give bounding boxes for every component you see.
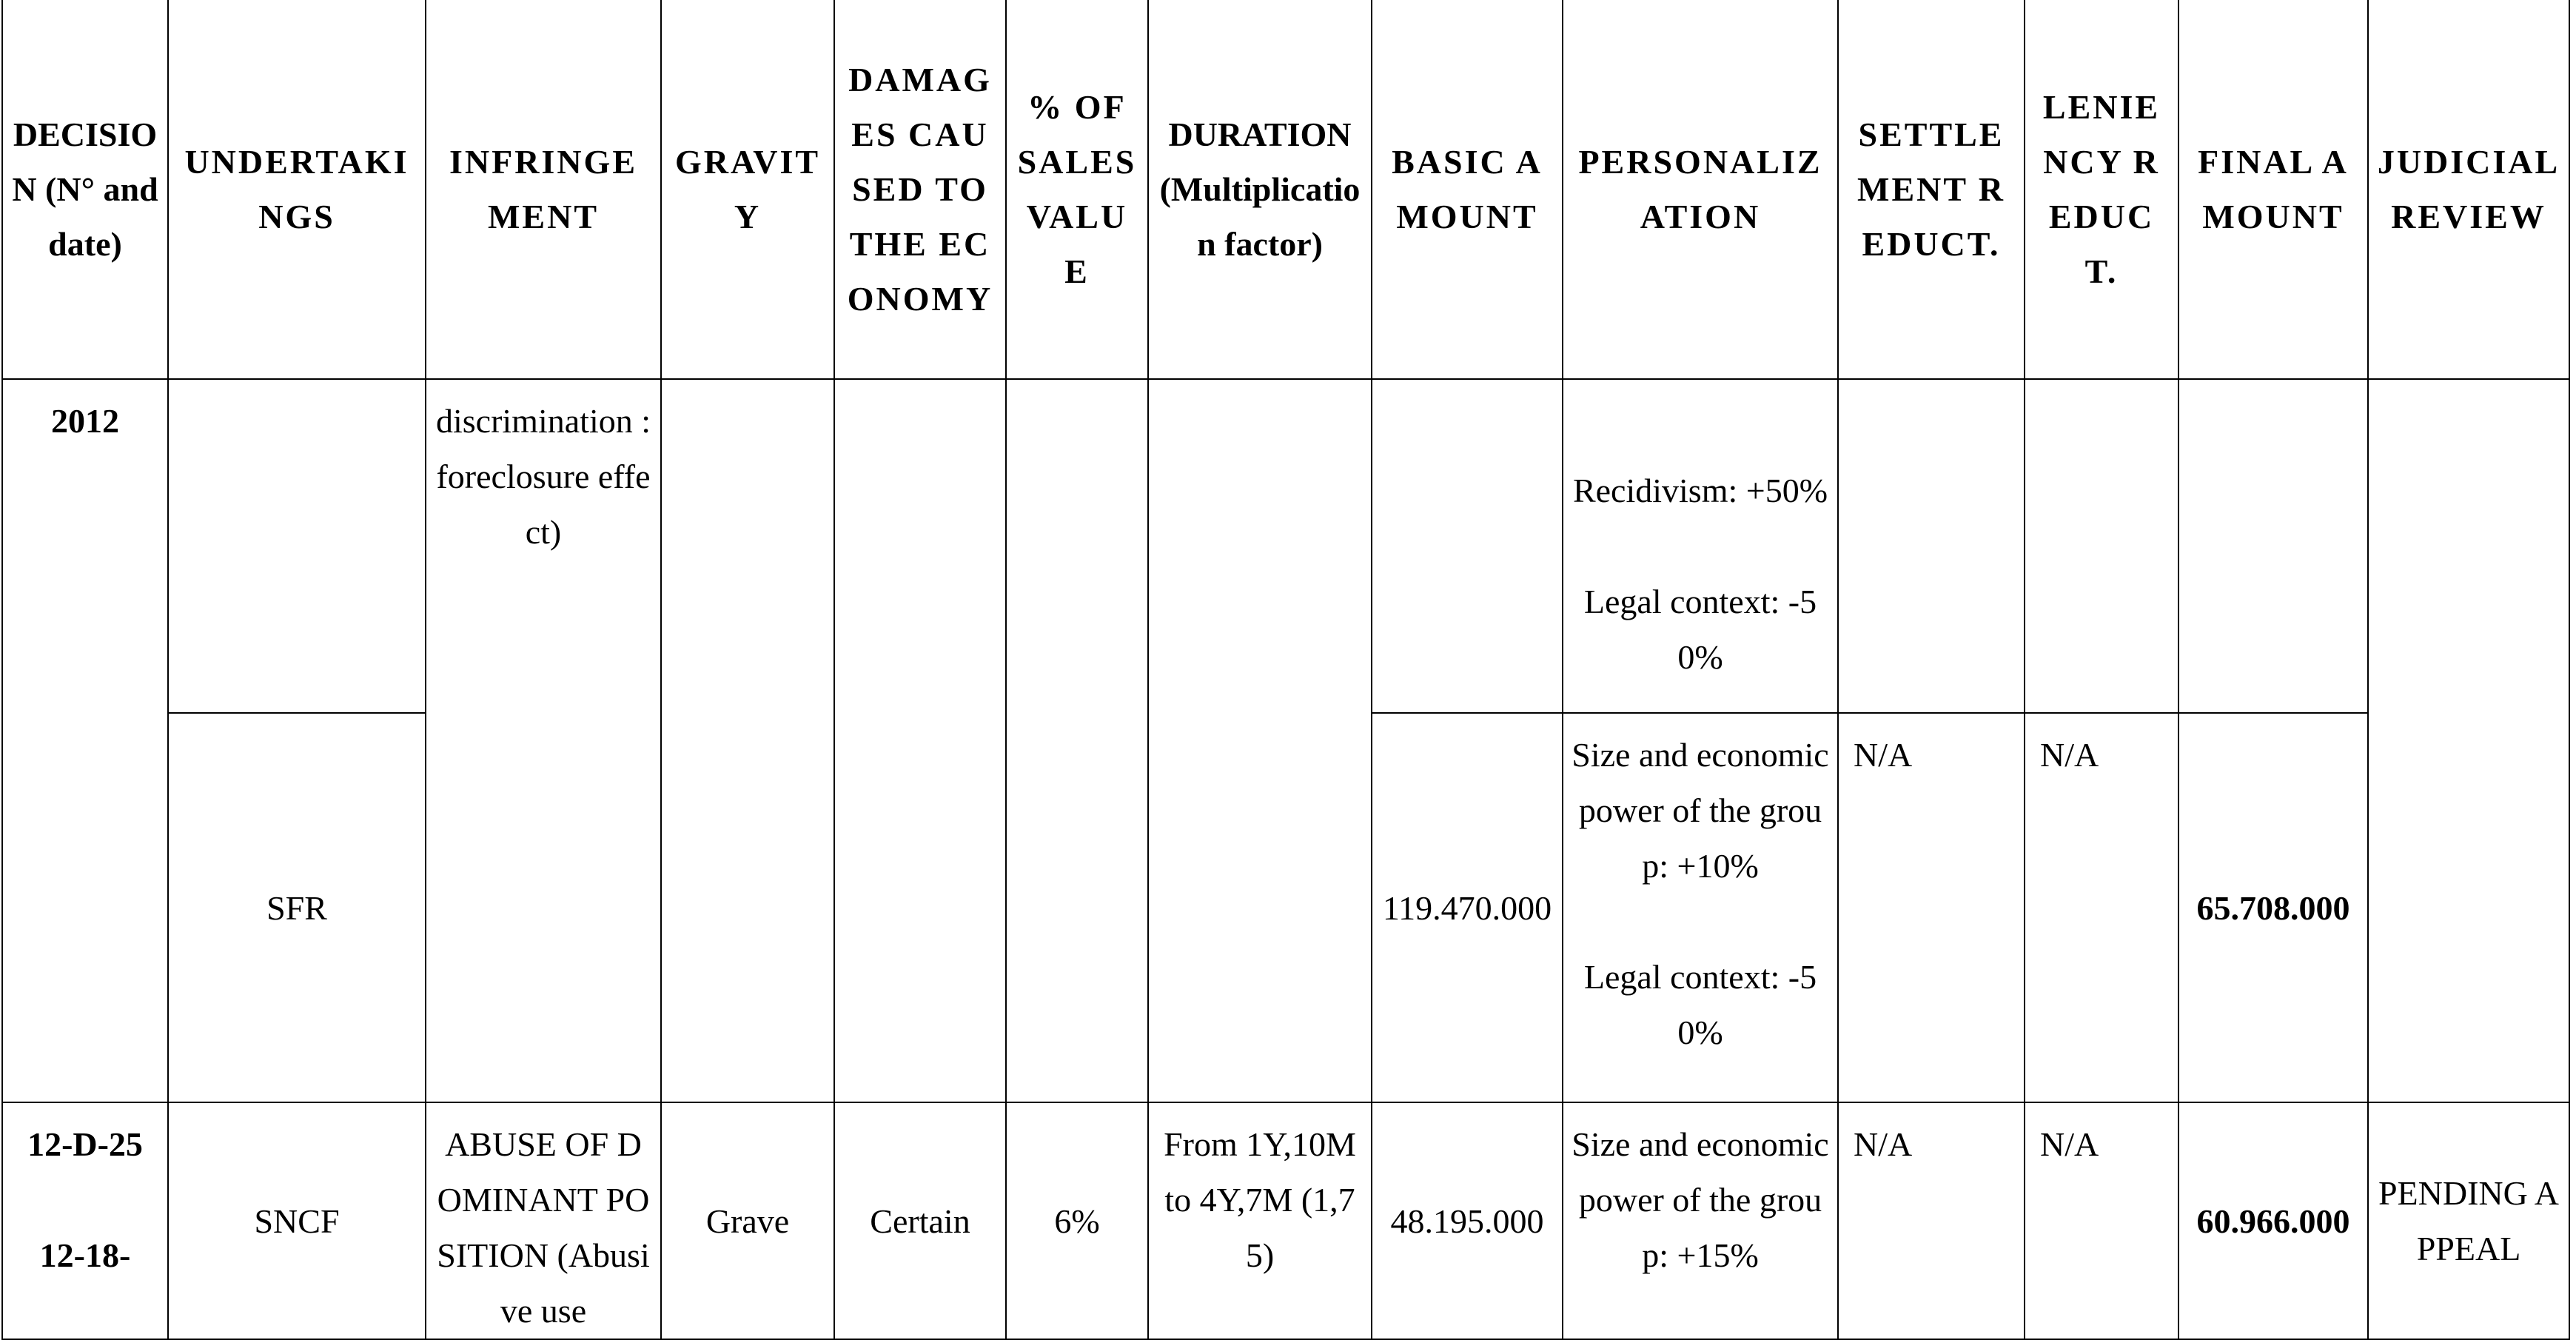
header-infringement: INFRINGEMENT [426, 0, 661, 379]
basic-amount-cell: 48.195.000 [1372, 1102, 1563, 1339]
header-undertakings: UNDERTAKINGS [168, 0, 426, 379]
table-row [2, 379, 2569, 713]
final-amount-cell [2178, 379, 2368, 713]
header-judicial-review: JUDICIAL REVIEW [2368, 0, 2569, 379]
decision-cell [2, 1102, 168, 1339]
undertaking-cell [168, 379, 426, 713]
header-duration: DURATION (Multiplication factor) [1148, 0, 1372, 379]
table-row [2, 1102, 2569, 1339]
header-gravity: GRAVITY [661, 0, 834, 379]
header-decision: DECISION (N° and date) [2, 0, 168, 379]
undertaking-cell: SNCF [168, 1102, 426, 1339]
sales-value-cell [1006, 379, 1148, 1102]
damages-cell: Certain [834, 1102, 1006, 1339]
header-basic-amount: BASIC AMOUNT [1372, 0, 1563, 379]
personalization-line: Legal context: -50% [1583, 583, 1817, 676]
leniency-cell: N/A [2025, 1102, 2178, 1339]
gravity-cell [661, 379, 834, 1102]
header-leniency: LENIENCY REDUCT. [2025, 0, 2178, 379]
header-sales-value: % OF SALES VALUE [1006, 0, 1148, 379]
leniency-cell [2025, 379, 2178, 713]
basic-amount-cell: 119.470.000 [1372, 713, 1563, 1102]
judicial-review-cell: PENDING APPEAL [2368, 1102, 2569, 1339]
final-amount-cell: 65.708.000 [2178, 713, 2368, 1102]
header-final-amount: FINAL AMOUNT [2178, 0, 2368, 379]
personalization-line: Legal context: -50% [1583, 958, 1817, 1051]
header-row [2, 0, 2569, 379]
basic-amount-cell [1372, 379, 1563, 713]
personalization-cell [1563, 713, 1838, 1102]
final-amount-cell: 60.966.000 [2178, 1102, 2368, 1339]
decision-number: 12-D-25 [27, 1125, 143, 1163]
header-personalization: PERSONALIZATION [1563, 0, 1838, 379]
personalization-line: Recidivism: +50% [1572, 472, 1828, 509]
settlement-cell [1838, 379, 2025, 713]
judicial-review-cell [2368, 379, 2569, 1102]
infringement-cell: discrimination : foreclosure effect) [426, 379, 661, 1102]
personalization-cell: Size and economic power of the group: +15% [1563, 1102, 1838, 1339]
duration-cell [1148, 379, 1372, 1102]
header-damages: DAMAGES CAUSED TO THE ECONOMY [834, 0, 1006, 379]
damages-cell [834, 379, 1006, 1102]
duration-cell: From 1Y,10M to 4Y,7M (1,75) [1148, 1102, 1372, 1339]
settlement-cell: N/A [1838, 713, 2025, 1102]
settlement-cell: N/A [1838, 1102, 2025, 1339]
decision-date: 12-18- [39, 1236, 131, 1274]
decision-cell: 2012 [2, 379, 168, 1102]
infringement-cell: ABUSE OF DOMINANT POSITION (Abusive use [426, 1102, 661, 1339]
sales-value-cell: 6% [1006, 1102, 1148, 1339]
personalization-cell [1563, 379, 1838, 713]
leniency-cell: N/A [2025, 713, 2178, 1102]
personalization-line: Size and economic power of the group: +10% [1572, 736, 1829, 885]
header-settlement: SETTLEMENT REDUCT. [1838, 0, 2025, 379]
undertaking-cell: SFR [168, 713, 426, 1102]
gravity-cell: Grave [661, 1102, 834, 1339]
fines-table [1, 0, 2570, 1340]
